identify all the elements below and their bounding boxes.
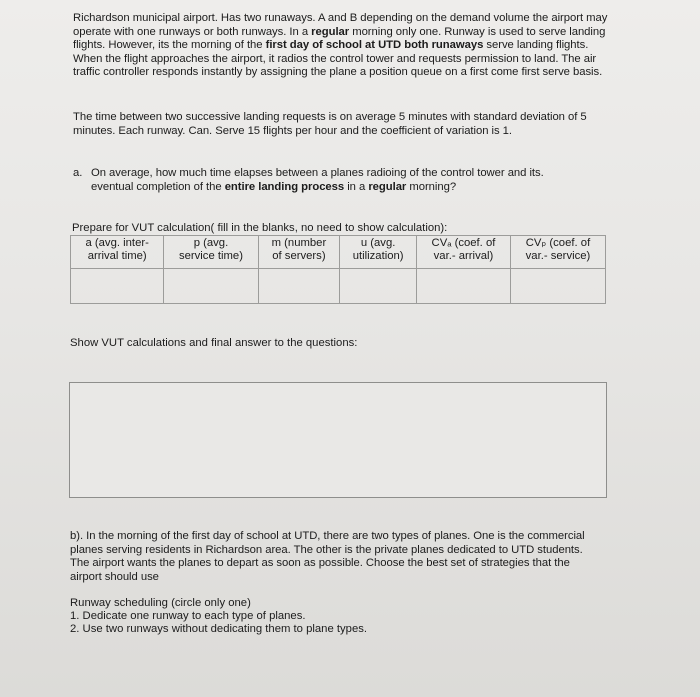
header-service-time-l1: p (avg. (193, 237, 229, 249)
prepare-instruction: Prepare for VUT calculation( fill in the blanks, no need to show calculation): (72, 222, 448, 234)
question-b: b). In the morning of the first day of school at UTD, there are two types of planes. One is the commercial planes serving residents in Richardson area. The other is the private planes dedicated to UTD students. The airport wants the planes to depart as soon as possible. Choose the best set of strategies that the airport should use (70, 530, 585, 583)
intro-paragraph (73, 12, 613, 80)
vut-table (70, 235, 606, 304)
header-servers-l1: m (number (271, 237, 327, 249)
runway-scheduling-title: Runway scheduling (circle only one) (70, 597, 251, 609)
intro-bold-first-day: first day of school at UTD both runaways (265, 39, 484, 52)
vut-header-row (71, 236, 606, 269)
question-a-text-end: morning? (406, 180, 457, 193)
answer-box[interactable] (69, 382, 607, 498)
header-utilization-l2: utilization) (352, 250, 404, 262)
question-a-line2 (73, 181, 613, 195)
question-a-line1: On average, how much time elapses between a planes radioing of the control tower and its. (91, 167, 544, 179)
header-cv-arrival-l1: CVₐ (coef. of (431, 237, 496, 249)
header-cv-arrival (416, 236, 510, 269)
blank-servers[interactable] (258, 269, 340, 304)
intro-text-3: serve landing flights. When the flight approaches the airport, it radios the control tower and requests permission to land. The air traffic controller responds instantly by assigning the plane a position queue on a first come first serve basis. (73, 39, 603, 79)
header-service-time-l2: service time) (178, 250, 243, 262)
stats-paragraph: The time between two successive landing requests is on average 5 minutes with standard deviation of 5 minutes. Each runway. Can. Serve 15 flights per hour and the coefficient of variation is 1. (73, 111, 587, 137)
header-arrival-time-l2: arrival time) (87, 250, 147, 262)
runway-option-1[interactable]: 1. Dedicate one runway to each type of planes. (70, 610, 306, 622)
show-calculations-instruction: Show VUT calculations and final answer to the questions: (70, 337, 358, 349)
intro-bold-regular: regular (311, 25, 350, 38)
header-utilization (340, 236, 417, 269)
question-a-text: eventual completion of the (91, 180, 225, 193)
header-servers-l2: of servers) (272, 250, 326, 262)
header-cv-arrival-l2: var.- arrival) (433, 250, 494, 262)
runway-scheduling (70, 597, 367, 636)
header-arrival-time-l1: a (avg. inter- (85, 237, 149, 249)
question-a-bold-regular: regular (368, 180, 407, 193)
header-cv-service (510, 236, 605, 269)
intro-text-2: morning only one. Runway is used to serve landing flights. However, its the morning of the (73, 25, 606, 52)
intro-text-1: Richardson municipal airport. Has two runaways. A and B depending on the demand volume the airport may operate with one runways or both runways. In a (73, 12, 608, 38)
vut-answer-row (71, 269, 606, 304)
question-a-label: a. (73, 167, 83, 179)
header-service-time (164, 236, 258, 269)
header-cv-service-l2: var.- service) (525, 250, 591, 262)
header-cv-service-l1: CVₚ (coef. of (525, 237, 591, 249)
blank-utilization[interactable] (340, 269, 417, 304)
header-servers (258, 236, 340, 269)
question-a-text-in: in a (344, 180, 369, 193)
blank-cv-arrival[interactable] (416, 269, 510, 304)
blank-cv-service[interactable] (510, 269, 605, 304)
blank-service-time[interactable] (164, 269, 258, 304)
header-arrival-time (71, 236, 164, 269)
runway-option-2[interactable]: 2. Use two runways without dedicating them to plane types. (70, 623, 368, 635)
header-utilization-l1: u (avg. (360, 237, 396, 249)
blank-arrival-time[interactable] (71, 269, 164, 304)
question-a (73, 167, 613, 194)
question-a-bold-process: entire landing process (224, 180, 345, 193)
